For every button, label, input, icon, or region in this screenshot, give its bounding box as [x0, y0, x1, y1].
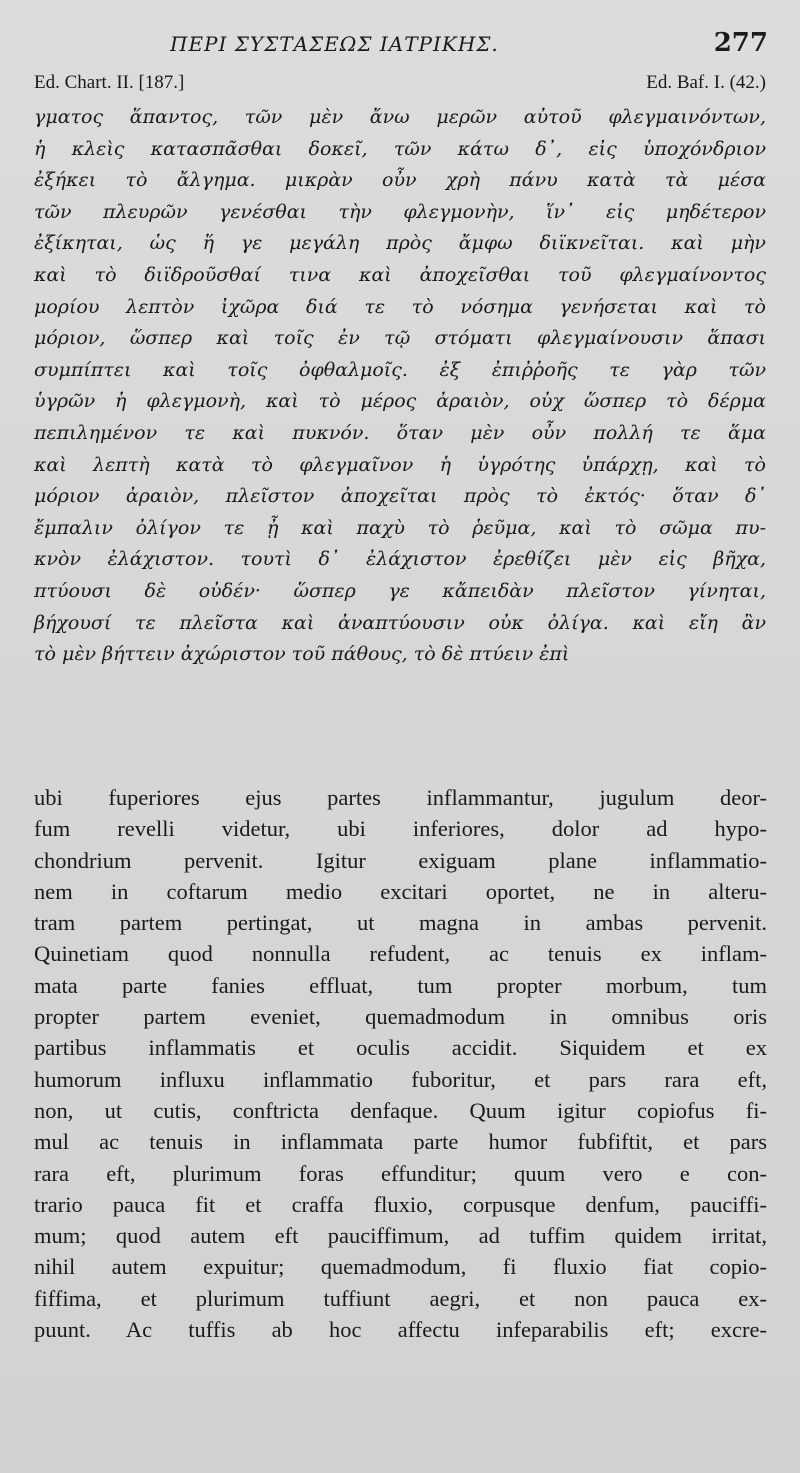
greek-line: συμπίπτει καὶ τοῖς ὀφθαλμοῖς. ἐξ ἐπιῤῥοῆς τε γὰρ τῶν	[34, 358, 766, 381]
greek-line: καὶ τὸ διϊδροῦσθαί τινα καὶ ἀποχεῖσθαι τοῦ φλεγμαίνοντος	[34, 263, 766, 286]
running-head	[0, 22, 800, 62]
greek-text-block	[34, 102, 766, 671]
greek-line: μορίου λεπτὸν ἰχῶρα διά τε τὸ νόσημα γενήσεται καὶ τὸ	[34, 295, 766, 318]
latin-line: chondrium pervenit. Igitur exiguam plane inflammatio-	[34, 847, 767, 873]
latin-text-block	[34, 782, 767, 1345]
latin-line: tram partem pertingat, ut magna in ambas pervenit.	[34, 910, 767, 936]
latin-line: ubi fuperiores ejus partes inflammantur, jugulum deor-	[34, 785, 767, 810]
latin-line: trario pauca fit et craffa fluxio, corpusque denfum, pauciffi-	[34, 1191, 767, 1217]
greek-line: μόριον, ὥσπερ καὶ τοῖς ἐν τῷ στόματι φλεγμαίνουσιν ἅπασι	[34, 327, 766, 350]
latin-line: nem in coftarum medio excitari oportet, ne in alteru-	[34, 878, 767, 904]
latin-line: fiffima, et plurimum tuffiunt aegri, et non pauca ex-	[34, 1285, 767, 1311]
latin-line: mul ac tenuis in inflammata parte humor fubfiftit, et pars	[34, 1129, 767, 1155]
greek-line: μόριον ἀραιὸν, πλεῖστον ἀποχεῖται πρὸς τὸ ἐκτός· ὅταν δ᾽	[34, 485, 766, 508]
greek-line: ὑγρῶν ἡ φλεγμονὴ, καὶ τὸ μέρος ἀραιὸν, οὐχ ὥσπερ τὸ δέρμα	[34, 390, 766, 413]
latin-line: nihil autem expuitur; quemadmodum, fi fluxio fiat copio-	[34, 1254, 767, 1280]
greek-line: τῶν πλευρῶν γενέσθαι τὴν φλεγμονὴν, ἵν᾽ εἰς μηδέτερον	[34, 200, 766, 223]
latin-line: mum; quod autem eft pauciffimum, ad tuffim quidem irritat,	[34, 1223, 767, 1249]
greek-line: πεπιλημένον τε καὶ πυκνόν. ὅταν μὲν οὖν πολλή τε ἅμα	[34, 421, 766, 444]
greek-line: τὸ μὲν βήττειν ἀχώριστον τοῦ πάθους, τὸ δὲ πτύειν ἐπὶ	[34, 643, 570, 666]
greek-line: καὶ λεπτὴ κατὰ τὸ φλεγμαῖνον ἡ ὑγρότης ὑπάρχῃ, καὶ τὸ	[34, 453, 766, 476]
greek-line: ἐξήκει τὸ ἄλγημα. μικρὰν οὖν χρὴ πάνυ κατὰ τὰ μέσα	[34, 169, 766, 192]
greek-line: ἡ κλεὶς κατασπᾶσθαι δοκεῖ, τῶν κάτω δ᾽, εἰς ὑποχόνδριον	[34, 137, 766, 160]
latin-line: Quinetiam quod nonnulla refudent, ac tenuis ex inflam-	[34, 941, 767, 967]
latin-line: non, ut cutis, conftricta denfaque. Quum igitur copiofus fi-	[34, 1097, 767, 1123]
latin-line: rara eft, plurimum foras effunditur; quum vero e con-	[34, 1160, 767, 1186]
latin-line: puunt. Ac tuffis ab hoc affectu infeparabilis eft; excre-	[34, 1317, 767, 1343]
latin-line: propter partem eveniet, quemadmodum in omnibus oris	[34, 1004, 767, 1030]
latin-line: partibus inflammatis et oculis accidit. Siquidem et ex	[34, 1035, 767, 1061]
greek-line: κνὸν ἐλάχιστον. τουτὶ δ᾽ ἐλάχιστον ἐρεθίζει μὲν εἰς βῆχα,	[34, 548, 766, 571]
greek-line: ἐξίκηται, ὡς ἥ γε μεγάλη πρὸς ἄμφω διϊκνεῖται. καὶ μὴν	[34, 232, 766, 255]
greek-line: πτύουσι δὲ οὐδέν· ὥσπερ γε κἄπειδὰν πλεῖστον γίνηται,	[34, 579, 766, 602]
greek-line: ἔμπαλιν ὀλίγον τε ᾖ καὶ παχὺ τὸ ῥεῦμα, καὶ τὸ σῶμα πυ-	[34, 516, 766, 539]
latin-line: fum revelli videtur, ubi inferiores, dolor ad hypo-	[34, 816, 767, 842]
greek-line: γματος ἅπαντος, τῶν μὲν ἄνω μερῶν αὐτοῦ φλεγμαινόντων,	[34, 106, 766, 128]
latin-line: mata parte fanies effluat, tum propter morbum, tum	[34, 972, 767, 998]
greek-line: βήχουσί τε πλεῖστα καὶ ἀναπτύουσιν οὐκ ὀλίγα. καὶ εἴη ἂν	[34, 611, 766, 634]
edition-chart-reference: Ed. Chart. II. [187.]	[34, 72, 185, 93]
page-number: 277	[713, 28, 768, 58]
running-title: ΠΕΡΙ ΣΥΣΤΑΣΕΩΣ ΙΑΤΡΙΚΗΣ.	[170, 32, 499, 56]
edition-bas-reference: Ed. Baf. I. (42.)	[646, 72, 766, 93]
edition-reference-line	[34, 72, 766, 98]
latin-line: humorum influxu inflammatio fuboritur, et pars rara eft,	[34, 1066, 767, 1092]
